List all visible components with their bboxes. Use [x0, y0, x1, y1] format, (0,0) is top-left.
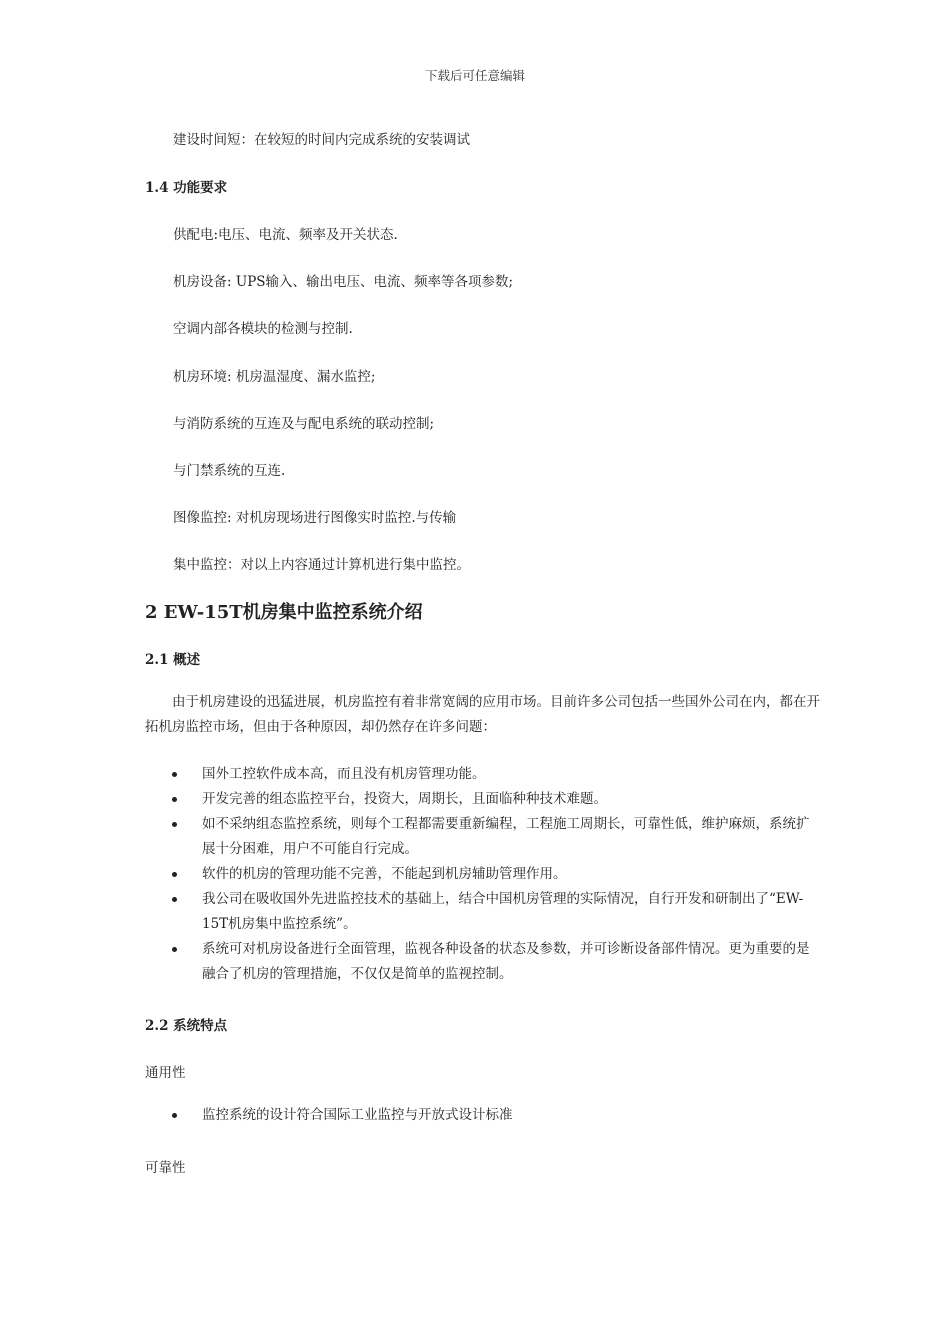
overview-paragraph: 由于机房建设的迅猛进展，机房监控有着非常宽阔的应用市场。目前许多公司包括一些国外公司在内，都在开拓机房监控市场，但由于各种原因，却仍然存在许多问题：	[145, 694, 820, 735]
list-item: 监控系统的设计符合国际工业监控与开放式设计标准	[172, 1103, 822, 1128]
list-item: 开发完善的组态监控平台，投资大，周期长，且面临种种技术难题。	[172, 787, 822, 812]
requirement-item: 机房设备: UPS输入、输出电压、电流、频率等各项参数;	[173, 274, 514, 290]
bullet-dot-icon	[172, 947, 177, 952]
list-item: 我公司在吸收国外先进监控技术的基础上，结合中国机房管理的实际情况，自行开发和研制出了“EW-15T机房集中监控系统”。	[172, 887, 822, 937]
bullet-dot-icon	[172, 822, 177, 827]
section-2-2-title: 2.2 系统特点	[145, 1018, 228, 1034]
section-2-1-title: 2.1 概述	[145, 652, 201, 668]
feature-heading-generality: 通用性	[145, 1065, 186, 1081]
intro-line: 建设时间短：在较短的时间内完成系统的安装调试	[173, 132, 470, 148]
page-header: 下载后可任意编辑	[424, 68, 525, 83]
requirement-item: 与消防系统的互连及与配电系统的联动控制;	[173, 416, 435, 432]
bullet-dot-icon	[172, 772, 177, 777]
requirement-item: 供配电:电压、电流、频率及开关状态.	[173, 227, 398, 243]
list-item: 软件的机房的管理功能不完善，不能起到机房辅助管理作用。	[172, 862, 822, 887]
bullet-dot-icon	[172, 1113, 177, 1118]
bullet-dot-icon	[172, 797, 177, 802]
requirement-item: 与门禁系统的互连.	[173, 463, 286, 479]
list-item: 系统可对机房设备进行全面管理，监视各种设备的状态及参数，并可诊断设备部件情况。更为重要的是融合了机房的管理措施，不仅仅是简单的监视控制。	[172, 937, 822, 987]
problem-list	[172, 762, 822, 987]
bullet-dot-icon	[172, 872, 177, 877]
requirement-item: 集中监控：对以上内容通过计算机进行集中监控。	[173, 557, 470, 573]
generality-list	[172, 1103, 822, 1128]
list-item: 国外工控软件成本高，而且没有机房管理功能。	[172, 762, 822, 787]
section-1-4-title: 1.4 功能要求	[145, 180, 228, 196]
list-item: 如不采纳组态监控系统，则每个工程都需要重新编程，工程施工周期长，可靠性低，维护麻烦，系统扩展十分困难，用户不可能自行完成。	[172, 812, 822, 862]
bullet-dot-icon	[172, 897, 177, 902]
section-2-title: 2 EW-15T机房集中监控系统介绍	[145, 602, 423, 623]
requirement-item: 空调内部各模块的检测与控制.	[173, 321, 353, 337]
requirement-item: 机房环境: 机房温湿度、漏水监控;	[173, 369, 376, 385]
requirement-item: 图像监控: 对机房现场进行图像实时监控.与传输	[173, 510, 457, 526]
feature-heading-reliability: 可靠性	[145, 1160, 186, 1176]
